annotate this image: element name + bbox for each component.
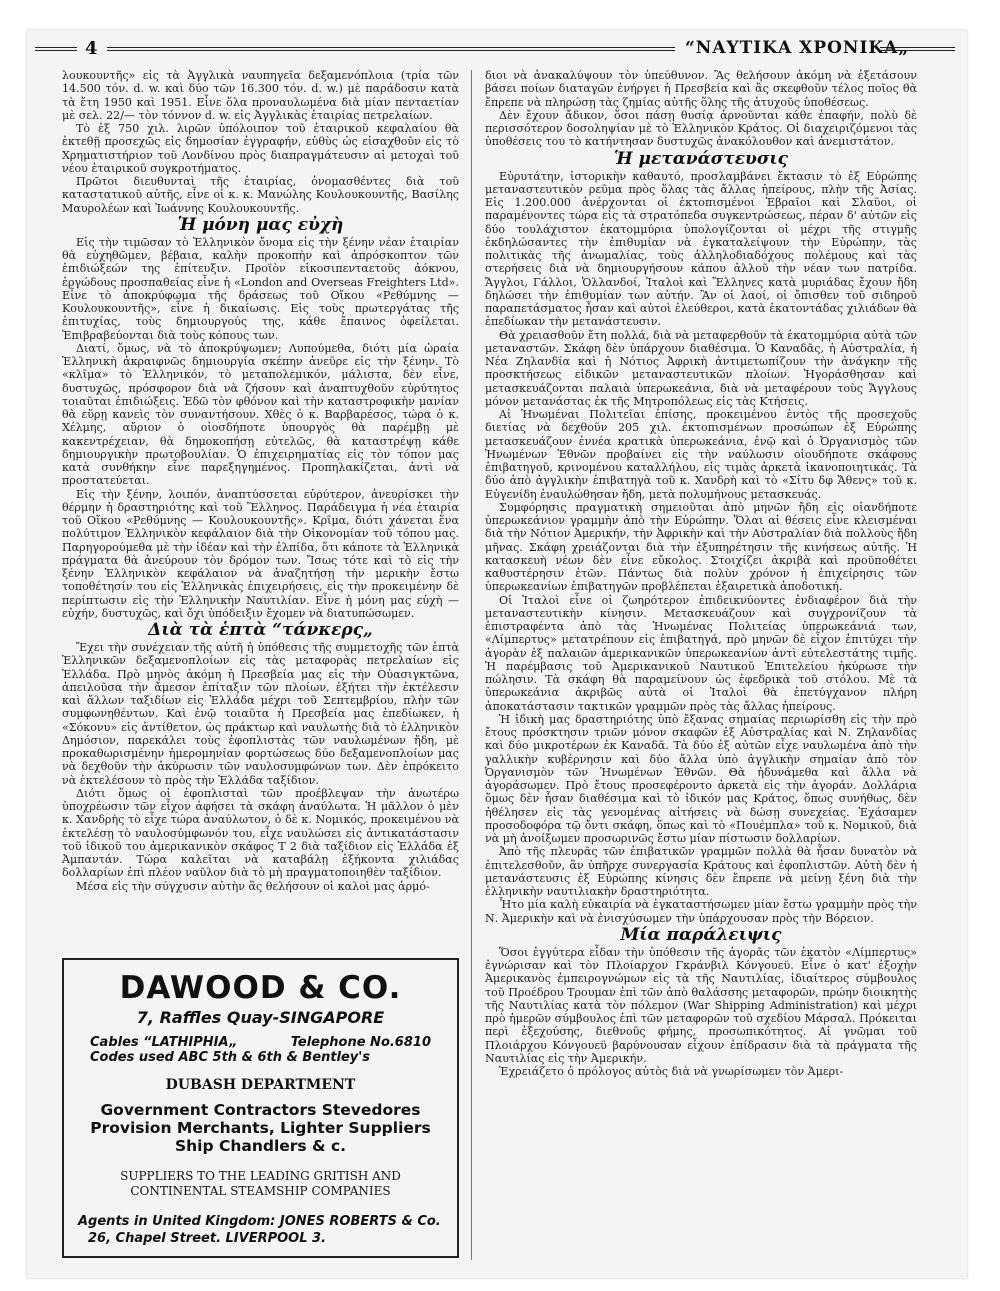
article-paragraph: Οἱ Ἰταλοὶ εἶνε οἱ ζωηρότερον ἐπιδεικνύοντες ἐνδιαφέρον διὰ τὴν μεταναστευτικὴν κίνησιν. Μετασκευάζουν καὶ συγχρονίζουν τὰ ἐπιστραφέντα ἀπὸ τὰς Ἡνωμένας Πολιτείας ὑπερωκεάνιά των, «Λίμπερτυς» μετατρέπουν εἰς ἐπιβατηγά, πρὸ μηνῶν δὲ εἶχον ἐπιτύχει τὴν ἀγορὰν ἐξ παλαιῶν ἀμερικανικῶν ὑπερωκεανίων ἀντὶ εὐτελεστάτης τιμῆς. Ἡ παρέμβασις τοῦ Ἀμερικανικοῦ Ναυτικοῦ Ἐπιτελείου ἠκύρωσε τὴν πώλησιν. Τὰ σκάφη θὰ παραμείνουν ὡς ἐφεδρικὰ τοῦ στόλου. Μὲ τὰ ὑπερωκεάνια ἀκριβῶς αὐτὰ οἱ Ἰταλοὶ θὰ ἐπετύγχανον πλήρη ἀποκατάστασιν τακτικῶν γραμμῶν πρὸς τὰς ἄλλας ἠπείρους.	[485, 593, 917, 713]
article-paragraph: Διότι ὅμως οἱ ἐφοπλισταὶ τῶν προέβλεψαν τὴν ἀνωτέρω ὑποχρέωσιν τῶν εἶχον ἀφήσει τὰ σκάφη ἀναύλωτα. Ἡ μᾶλλον ὁ μὲν κ. Χανδρὴς τὸ εἶχε τώρα ἀναύλωτον, ὁ δὲ κ. Νομικός, προκειμένου νὰ ἐκτελέσῃ τὸ ναυλοσύμφωνόν του, εἶχε ναυλώσει εἰς ἀντικατάστασιν τοῦ ἰδικοῦ του ἀμερικανικὸν σκάφος Τ 2 διὰ ταξίδιον εἰς Ἑλλάδα ἐξ Ἀμπαντάν. Τώρα καλεῖται νὰ καταβάλῃ ἑξήκοντα χιλιάδας δολλαρίων ἐπὶ πλέον ναῦλον διὰ τὸ μὴ πραγματοποιηθὲν ταξίδιον.	[62, 786, 459, 880]
header-rule-right	[880, 47, 955, 51]
ad-suppliers-line: SUPPLIERS TO THE LEADING GRITISH AND	[120, 1169, 401, 1183]
article-paragraph: Διατί, ὅμως, νὰ τὸ ἀποκρύψωμεν; Λυπούμεθα, διότι μία ὡραία Ἑλληνικὴ ἀκραιφνῶς δημιουργία σκέπην ἀνεῦρε εἰς τὴν ξένην. Τὸ «κλῖμα» τὸ Ἑλληνικόν, τὸ μεταπολεμικόν, μάλιστα, δὲν εἶνε, δυστυχῶς, πρόσφορον διὰ νὰ ζήσουν καὶ ἀναπτυχθοῦν εὐρύτητος τοιαῦται ἐπιδιώξεις. Ἐδῶ τὸν φθόνον καὶ τὴν καταστροφικὴν μανίαν θὰ εὕρῃ κανεὶς τὸν συναντήσουν. Χθὲς ὁ κ. Βαρβαρέσος, τώρα ὁ κ. Χέλμης, αὔριον ὁ οἱοσδήποτε ὑπουργὸς θὰ παρέμβῃ μὲ κακεντρέχειαν, θὰ δημοκοπήσῃ εὐτελῶς, θὰ καταστρέψῃ κάθε δημιουργικὴν πρωτοβουλίαν. Ὁ ἐπιχειρηματίας εἰς τὸν τόπον μας κατὰ συνθήκην εἶνε παρεξηγημένος. Προπηλακίζεται, ἀντὶ νὰ προστατεύεται.	[62, 341, 459, 488]
article-paragraph: Ἦτο μία καλὴ εὐκαιρία νὰ ἐγκαταστήσωμεν μίαν ἔστω γραμμὴν πρὸς τὴν Ν. Ἀμερικὴν καὶ νὰ ἐνισχύσωμεν τὴν ὑπάρχουσαν πρὸς τὴν Βόρειον.	[485, 898, 917, 925]
ad-agents-line: 26, Chapel Street. LIVERPOOL 3.	[88, 1231, 327, 1246]
ad-address: 7, Raffles Quay-SINGAPORE	[136, 1008, 385, 1027]
ad-agents-line: Agents in United Kingdom: JONES ROBERTS & Co.	[78, 1214, 441, 1229]
article-paragraph: Εἰς τὴν τιμῶσαν τὸ Ἑλληνικὸν ὄνομα εἰς τὴν ξένην νέαν ἑταιρίαν θὰ εὐχηθῶμεν, βέβαια, καλὴν προκοπὴν καὶ ἀπρόσκοπτον τῶν ἐπιδιώξεών της ἐπίτευξιν. Προϊὸν εἰκοσιπενταετοῦς ἀόκνου, ἐργώδους προσπαθείας εἶνε ἡ «London and Overseas Freighters Ltd». Εἶνε τὸ ἀποκρύφωμα τῆς δράσεως τοῦ Οἴκου «Ρεθύμνης — Κουλουκουντῆς», εἶνε ἡ δικαίωσις. Εἰς τοὺς πρωτεργάτας τῆς ἐπιτυχίας, τοὺς δημιουργούς της, κάθε ἔπαινος ὀφείλεται. Ἐπιβραβεύονται διὰ τοὺς κόπους των.	[62, 235, 459, 342]
header-rule-left	[35, 47, 77, 51]
section-heading: Ἡ μετανάστευσις	[614, 148, 788, 169]
advertisement-box	[62, 958, 459, 1258]
ad-codes: Codes used ABC 5th & 6th & Bentley's	[90, 1050, 371, 1065]
ad-suppliers-line: CONTINENTAL STEAMSHIP COMPANIES	[130, 1184, 391, 1198]
right-column	[485, 69, 917, 1078]
left-column	[62, 69, 459, 893]
article-paragraph: διοι νὰ ἀνακαλύψουν τὸν ὑπεύθυνον. Ἂς θελήσουν ἀκόμη νὰ ἐξετάσουν βάσει ποίων διαταγῶν ἐνήργει ἡ Πρεσβεία καὶ ἂς σκεφθοῦν τέλος ποῖος θὰ ἔπρεπε νὰ πληρώσῃ τὰς ζημίας αὐτῆς ὅλης τῆς ἀτυχοῦς ὑποθέσεως.	[485, 69, 917, 109]
article-paragraph: λουκουντῆς» εἰς τὰ Ἀγγλικὰ ναυπηγεῖα δεξαμενόπλοια (τρία τῶν 14.500 τόν. d. w. καὶ δύο τῶν 16.300 τόν. d. w.) μὲ παράδοσιν κατὰ τὰ ἔτη 1950 καὶ 1951. Εἶνε ὅλα προναυλωμένα διὰ μίαν πενταετίαν μὲ σελ. 22/— τὸν τόννον d. w. εἰς Ἀγγλικὰς ἑταιρίας πετρελαίων.	[62, 69, 459, 122]
article-paragraph: Ἔχει τὴν συνέχειαν τῆς αὐτῆ ἡ ὑπόθεσις τῆς συμμετοχῆς τῶν ἑπτὰ Ἑλληνικῶν δεξαμενοπλοίων εἰς τὰς μεταφορὰς πετρελαίων εἰς Ἑλλάδα. Πρὸ μηνὸς ἀκόμη ἡ Πρεσβεία μας εἰς τὴν Οὐασιγκτῶνα, ἀπειλοῦσα τὴν ἄμεσον ἐπίταξιν τῶν πλοίων, ἐξήτει τὴν ἐκτέλεσιν καὶ ἄλλων ταξιδίων εἰς Ἑλλάδα μέχρι τοῦ Σεπτεμβρίου, πλὴν τῶν συμφωνηθέντων. Καὶ ἐνῷ τοιαῦτα ἡ Πρεσβεία μας ἐπεδίωκεν, ἡ «Σόκονυ» εἰς ἀντίθετον, ὡς πράκτωρ καὶ ναυλωτὴς διὰ τὸ ἑλληνικὸν Δημόσιον, παρεκάλει τοὺς ἐφοπλιστὰς τῶν ναυλωμένων ἤδη, μὲ προκαθωρισμένην ἡμερομηνίαν φορτώσεως δύο δεξαμενοπλοίων μας νὰ δεχθοῦν τὴν ἀκύρωσιν τῶν ναυλοσυμφώνων των. Δὲν ἐπρόκειτο νὰ ἐκτελέσουν τὸ πρὸς τὴν Ἑλλάδα ταξίδιον.	[62, 641, 459, 787]
article-paragraph: Τὸ ἐξ 750 χιλ. λιρῶν ὑπόλοιπον τοῦ ἑταιρικοῦ κεφαλαίου θὰ ἐκτεθῇ προσεχῶς εἰς δημοσίαν ἐγγραφήν, εὐθὺς ὡς εἰσαχθοῦν εἰς τὸ Χρηματιστήριον τοῦ Λονδίνου πρὸς διαπραγμάτευσιν αἱ μετοχαὶ τοῦ νέου ἑταιρικοῦ συγκροτήματος.	[62, 122, 459, 175]
ad-telephone: Telephone No.6810	[290, 1035, 431, 1050]
article-paragraph: Ἀπὸ τῆς πλευρᾶς τῶν ἐπιβατικῶν γραμμῶν πολλὰ θὰ ἦσαν δυνατὸν νὰ ἐπιτελεσθοῦν, ἂν ὑπῆρχε συνεργασία Κράτους καὶ ἐφοπλιστῶν. Αὐτὴ δὲν ἡ μετανάστευσις ἐξ Εὐρώπης κίνησις δὲν ἔπρεπε νὰ μείνῃ ξένη διὰ τὴν ἑλληνικὴν ναυτιλιακὴν δραστηριότητα.	[485, 845, 917, 898]
column-divider	[471, 70, 472, 1260]
article-paragraph: Αἱ Ἡνωμέναι Πολιτεῖαι ἐπίσης, προκειμένου ἐντὸς τῆς προσεχοῦς διετίας νὰ δεχθοῦν 205 χιλ. ἐκτοπισμένων προσώπων ἐξ Εὐρώπης μετασκευάζουν ἐννέα κρατικὰ ὑπερωκεάνια, ἐνῷ καὶ ὁ Ὀργανισμὸς τῶν Ἡνωμένων Ἐθνῶν προβαίνει εἰς τὴν ναύλωσιν οἱουδήποτε σκάφους ἐπιβατηγοῦ, κρινομένου καταλλήλου, εἰς τιμὰς ἀρκετὰ ἱκανοποιητικάς. Τὰ δύο ἀπὸ ἀγγλικὴν ἐπιβατηγὰ τοῦ κ. Χανδρὴ καὶ τὸ «Σίτυ δφ Ἄθενς» τοῦ κ. Εὐγενίδη ἐναυλώθησαν ἤδη, μετὰ πολυμήνους μετασκευάς.	[485, 408, 917, 501]
page-header	[35, 38, 955, 60]
header-rule-middle	[107, 47, 675, 51]
ad-department: DUBASH DEPARTMENT	[165, 1077, 356, 1093]
article-paragraph: Συμφόρησις πραγματικὴ σημειοῦται ἀπὸ μηνῶν ἤδη εἰς οἱανδήποτε ὑπερωκεάνιον γραμμὴν ἀπὸ τὴν Εὐρώπην. Ὅλαι αἱ θέσεις εἶνε κλεισμέναι διὰ τὴν Νότιον Ἀμερικήν, τὴν Ἀφρικὴν καὶ τὴν Αὐστραλίαν διὰ πολλοὺς ἤδη μῆνας. Σκάφη χρειάζονται διὰ τὴν ἐξυπηρέτησιν τῆς κινήσεως αὐτῆς. Ἡ κατασκευὴ νέων δὲν εἶνε εὔκολος. Στοιχίζει ἀκριβὰ καὶ προϋποθέτει καθυστέρησιν ἐτῶν. Πάντως διὰ πολὺν χρόνον ἡ ἐπιχείρησις τῶν ὑπερωκεανίων ἐπιβατηγῶν προβλέπεται ἐξαιρετικὰ ἀποδοτική.	[485, 500, 917, 594]
ad-brand: DAWOOD & CO.	[119, 970, 402, 1006]
article-paragraph: Θὰ χρειασθοῦν ἔτη πολλά, διὰ νὰ μεταφερθοῦν τὰ ἑκατομμύρια αὐτὰ τῶν μεταναστῶν. Σκάφη δὲν ὑπάρχουν διαθέσιμα. Ὁ Καναδᾶς, ἡ Αὐστραλία, ἡ Νέα Ζηλανδία καὶ ἡ Νότιος Ἀφρικὴ ἀντιμετωπίζουν τὴν ἀνάγκην τῆς προσκτήσεως εἰδικῶν μεταναστευτικῶν πλοίων. Ἠγοράσθησαν καὶ μετασκευάζονται παλαιὰ ὑπερωκεάνια, διὰ νὰ μεταφέρουν τοὺς Ἄγγλους μόνον μετανάστας ἐκ τῆς Μητροπόλεως εἰς τὰς Κτήσεις.	[485, 328, 917, 408]
article-paragraph: Μέσα εἰς τὴν σύγχυσιν αὐτὴν ἂς θελήσουν οἱ καλοὶ μας ἁρμό-	[76, 879, 430, 893]
ad-agents	[64, 1213, 457, 1247]
ad-service-line: Ship Chandlers & c.	[174, 1137, 347, 1155]
article-paragraph: Εὐρυτάτην, ἱστορικὴν καθαυτό, προσλαμβάνει ἔκτασιν τὸ ἐξ Εὐρώπης μεταναστευτικὸν ρεῦμα πρὸς ὅλας τὰς ἄλλας ἠπείρους, πλὴν τῆς Ἀσίας. Εἰς 1.200.000 ἀνέρχονται οἱ ἐκτοπισμένοι Ἑβραῖοι καὶ Σλαῦοι, οἱ παραμένοντες τώρα εἰς τὰ στρατόπεδα συγκεντρώσεως, πέραν δ' αὐτῶν εἰς δύο τουλάχιστον ἑκατομμύρια ὑπολογίζονται οἱ μέχρι τῆς στιγμῆς ἐκδηλώσαντες τὴν ἐπιθυμίαν νὰ ἐγκαταλείψουν τὴν Εὐρώπην, τὰς πολιτικὰς τῆς ἀνωμαλίας, τοὺς ἀλληλοδιαδόχους πολέμους καὶ τὰς στερήσεις διὰ νὰ δημιουργήσουν κάπου ἀλλοῦ τὴν νέαν των πατρίδα. Ἄγγλοι, Γάλλοι, Ὁλλανδοί, Ἰταλοὶ καὶ Ἕλληνες κατὰ μυριάδας ἔχουν ἤδη δηλώσει τὴν ἐπιθυμίαν των αὐτήν. Ἂν οἱ λαοί, οἱ ὄπισθεν τοῦ σιδηροῦ παραπετάσματος ἦσαν καὶ αὐτοὶ ἐλεύθεροι, κατὰ ἑκατοντάδας χιλιάδων θὰ ἐπεδίωκαν τὴν μετανάστευσιν.	[485, 169, 917, 329]
section-heading: Διὰ τὰ ἑπτὰ “τάνκερς„	[148, 620, 373, 640]
article-paragraph: Δὲν ἔχουν ἄδικον, ὅσοι πάσῃ θυσίᾳ ἀρνοῦνται κάθε ἐπαφήν, πολὺ δὲ περισσότερον δοσοληψίαν μὲ τὸ Ἑλληνικὸν Κράτος. Οἱ διαχειριζόμενοι τὰς ὑποθέσεις του τὸ κατήντησαν δυστυχῶς ἀνακόλουθον καὶ ἀνεμιστάτον.	[485, 108, 917, 149]
page-number: 4	[85, 38, 98, 59]
section-heading: Μία παράλειψις	[620, 924, 782, 945]
ad-cables: Cables “LATHIPHIA„	[90, 1035, 238, 1050]
article-paragraph: Ἐχρειάζετο ὁ πρόλογος αὐτὸς διὰ νὰ γνωρίσωμεν τὸν Ἀμερι-	[499, 1065, 844, 1078]
article-paragraph: Εἰς τὴν ξένην, λοιπόν, ἀναπτύσσεται εὐρύτερον, ἀνευρίσκει τὴν θέρμην ἡ δραστηριότης καὶ τοῦ Ἕλληνος. Παράδειγμα ἡ νέα ἑταιρία τοῦ Οἴκου «Ρεθύμνης — Κουλουκουντῆς». Κρῖμα, διότι χάνεται ἕνα πολύτιμον Ἑλληνικὸν κεφάλαιον διὰ τὴν Οἰκονομίαν τοῦ τόπου μας. Παρηγορούμεθα μὲ τὴν ἰδέαν καὶ τὴν ἐλπίδα, ὅτι κάποτε τὰ Ἑλληνικὰ πράγματα θὰ ἀνεύρουν τὸν δρόμον των. Ἴσως τότε καὶ τὸ εἰς τὴν ξένην Ἑλληνικὸν κεφάλαιον νὰ ἀναζητήσῃ τὴν μερικὴν ἔστω τοποθέτησίν του εἰς Ἑλληνικὰς ἐπιχειρήσεις, εἰς τὴν προκειμένην δὲ περίπτωσιν εἰς τὴν Ἑλληνικὴν Ναυτιλίαν. Εἶνε ἡ μόνη μας εὐχὴ — εὐχήν, δυστυχῶς, καὶ ὄχι ὑπόδειξιν ἔχομεν νὰ διατυπώσωμεν.	[62, 487, 459, 620]
article-paragraph: Ἡ ἰδικὴ μας δραστηριότης ὑπὸ ἔξανας σημαίας περιωρίσθη εἰς τὴν πρὸ ἔτους πρόσκτησιν τριῶν μόνον σκαφῶν ἐξ Αὐστραλίας καὶ Ν. Ζηλανδίας καὶ δύο μικροτέρων ἐκ Καναδᾶ. Τὰ δύο ἐξ αὐτῶν εἶχε ναυλωμένα ἀπὸ τὴν γαλλικὴν κυβέρνησιν καὶ δύο ἄλλα ὑπὸ ἀγγλικὴν σημαίαν ἀπὸ τὸν Ὀργανισμὸν τῶν Ἡνωμένων Ἐθνῶν. Θὰ ἠδυνάμεθα καὶ ἄλλα νὰ ἀγοράσωμεν. Πρὸ ἔτους προσεφέροντο ἀρκετὰ εἰς τὴν ἀγοράν. Δολλάρια ὅμως δὲν ἦσαν διαθέσιμα καὶ τὸ ἰδικόν μας Κράτος, ὅπως συνήθως, δὲν ἠθέλησεν εἰς τὰς γενομένας αἰτήσεις νὰ δώσῃ συνεχείας. Ἐχάσαμεν προσοδοφόρα τῷ ὄντι σκάφη, ὅπως καὶ τὸ «Πουέμπλα» τοῦ κ. Νομικοῦ, διὰ νὰ μὴ ἀνοίξωμεν προσωρινῶς ἔστω μίαν πίστωσιν δολλαρίων.	[485, 712, 917, 845]
ad-services	[64, 1101, 457, 1155]
ad-service-line: Government Contractors Stevedores	[100, 1101, 421, 1119]
section-heading: Ἡ μόνη μας εὐχὴ	[177, 214, 344, 235]
publication-title: “ΝΑΥΤΙΚΑ ΧΡΟΝΙΚΑ„	[685, 38, 910, 58]
ad-service-line: Provision Merchants, Lighter Suppliers	[90, 1119, 431, 1137]
ad-suppliers	[64, 1169, 457, 1199]
article-paragraph: Πρῶτοι διευθυνταὶ τῆς ἑταιρίας, ὀνομασθέντες διὰ τοῦ καταστατικοῦ αὐτῆς, εἶνε οἱ κ. κ. Μανώλης Κουλουκουντῆς, Βασίλης Μαυρολέων καὶ Ἰωάννης Κουλουκουντῆς.	[62, 175, 459, 215]
ad-contacts	[64, 1035, 457, 1050]
article-paragraph: Ὅσοι ἐγγύτερα εἶδαν τὴν ὑπόθεσιν τῆς ἀγορᾶς τῶν ἑκατὸν «Λίμπερτυς» ἐγνώρισαν καὶ τὸν Πλοίαρχον Γκράνβιλ Κόνγουεϋ. Εἶνε ὁ κατ' ἐξοχὴν Ἀμερικανὸς ἐμπειρογνώμων εἰς τὰ τῆς Ναυτιλίας, ἰδιαίτερος σύμβουλος τοῦ Προέδρου Τρουμαν ἐπὶ τῶν ἀπὸ θαλάσσης μεταφορῶν, πρώην διοικητὴς τῆς Ναυτιλίας κατὰ τὸν πόλεμον (War Shipping Administration) καὶ μέχρι πρὸ ἡμερῶν σύμβουλος ἐπὶ τῶν μεταφορῶν τοῦ σχεδίου Μάρσαλ. Πρόκειται περὶ ἐξεχούσης, διεθνοῦς φήμης, προσωπικότητος. Αἱ γνῶμαι τοῦ Πλοιάρχου Κόνγουεϋ βαρύνουσαν εἶχουν ἐπίδρασιν διὰ τὰ πράγματα τῆς Ναυτιλίας εἰς τὴν Ἀμερικήν.	[485, 945, 917, 1065]
